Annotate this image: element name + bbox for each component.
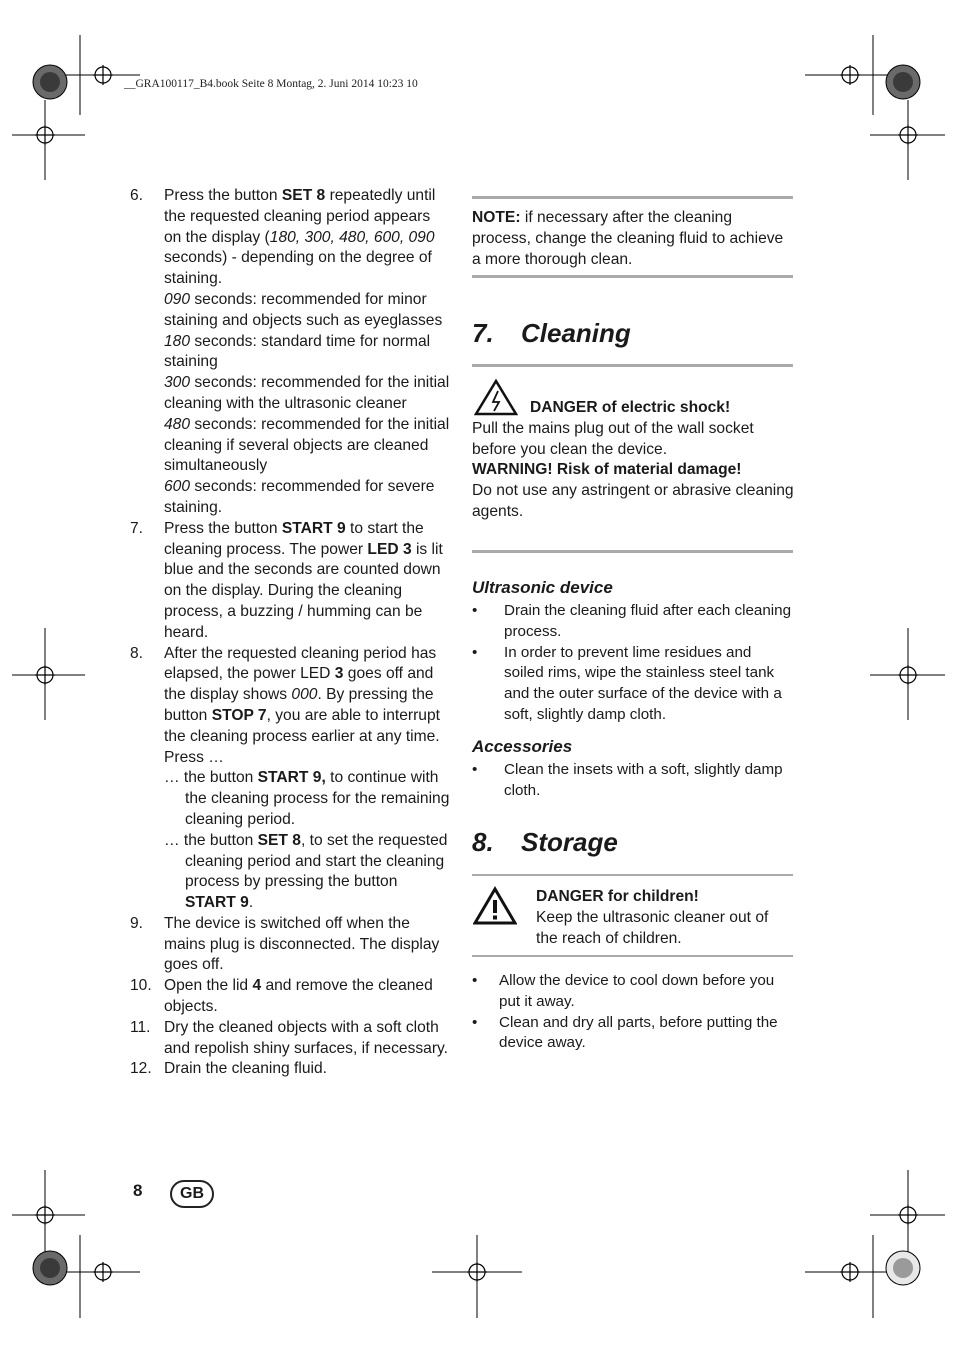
step-7: 7. Press the button START 9 to start the cleaning process. The power LED 3 is lit blue and the seconds are counted down on the display. During the cleaning process, a buzzing / humming can be heard. [130, 519, 443, 641]
step-number: 12. [130, 1060, 152, 1078]
warning-title: WARNING! Risk of material damage! [472, 461, 742, 479]
section-heading-storage: 8. Storage [472, 827, 618, 857]
accessories-list [472, 760, 794, 802]
text: Press the button [164, 187, 282, 204]
divider [472, 550, 793, 553]
danger-title: DANGER of electric shock! [530, 399, 731, 416]
list-item: • Allow the device to cool down before you put it away. [472, 971, 794, 1013]
period-600: 600 seconds: recommended for severe staining. [164, 478, 435, 516]
text: repeatedly until the requested cleaning period appears on the display ( [164, 187, 436, 246]
sub-option-set: … the button SET 8, to set the requested cleaning period and start the cleaning process by pressing the button START 9. [164, 831, 448, 912]
step-12: 12. Drain the cleaning fluid. [130, 1059, 450, 1080]
text: seconds) - depending on the degree of staining. [164, 249, 432, 288]
note-box [472, 208, 794, 270]
danger-electric-block [472, 398, 794, 523]
period-180: 180 seconds: standard time for normal staining [164, 332, 431, 371]
step-8: 8. After the requested cleaning period has elapsed, the power LED 3 goes off and the display shows 000. By pressing the button STOP 7, you are able to interrupt the cleaning process earlier at any time. Press … … the button START 9, to continue with the cleaning process for the remaining cleaning period. … the button SET 8, to set the requested cleaning period and start the cleaning process by pressing the button START 9. [130, 644, 450, 914]
storage-list [472, 971, 794, 1054]
press-label: Press … [164, 748, 224, 766]
divider [472, 364, 793, 367]
step-6 [130, 186, 450, 519]
period-090: 090 seconds: recommended for minor staining and objects such as eyeglasses [164, 290, 443, 329]
step-11: 11. Dry the cleaned objects with a soft cloth and repolish shiny surfaces, if necessary. [130, 1018, 448, 1057]
list-item: • Drain the cleaning fluid after each cleaning process. [472, 601, 794, 643]
list-item: • Clean and dry all parts, before putting the device away. [472, 1013, 794, 1055]
step-number: 11. [130, 1018, 151, 1036]
button-ref: SET 8 [281, 187, 326, 204]
sub-option-start: … the button START 9, to continue with the cleaning process for the remaining cleaning period. [164, 769, 450, 828]
divider [472, 955, 793, 957]
page-number: 8 [133, 1181, 143, 1200]
subheading-accessories: Accessories [472, 737, 573, 756]
period-480: 480 seconds: recommended for the initial cleaning if several objects are cleaned simultaneously [164, 415, 450, 475]
note-text: if necessary after the cleaning process, change the cleaning fluid to achieve a more thorough clean. [472, 209, 784, 268]
subheading-ultrasonic: Ultrasonic device [472, 578, 613, 597]
step-number: 6. [130, 187, 144, 204]
step-number: 7. [130, 519, 144, 537]
ultrasonic-list [472, 601, 794, 726]
step-number: 8. [130, 644, 144, 662]
divider [472, 874, 793, 876]
step-9: 9. The device is switched off when the mains plug is disconnected. The display goes off. [130, 914, 440, 974]
step-number: 9. [130, 914, 144, 932]
danger-title: DANGER for children! [536, 888, 699, 905]
note-label: NOTE: [472, 209, 521, 226]
country-badge: GB [170, 1180, 214, 1208]
steps-list [130, 186, 450, 1080]
danger-text: Keep the ultrasonic cleaner out of the reach of children. [536, 908, 769, 947]
step-number: 10. [130, 977, 152, 995]
print-header: __GRA100117_B4.book Seite 8 Montag, 2. Juni 2014 10:23 10 [124, 78, 418, 90]
list-item: • Clean the insets with a soft, slightly damp cloth. [472, 760, 794, 802]
divider [472, 275, 793, 278]
danger-children-block [472, 887, 794, 949]
list-item: • In order to prevent lime residues and soiled rims, wipe the stainless steel tank and the outer surface of the device with a soft, slightly damp cloth. [472, 643, 794, 726]
values: 180, 300, 480, 600, 090 [269, 228, 435, 246]
warning-text: Do not use any astringent or abrasive cleaning agents. [472, 482, 794, 520]
step-10: 10. Open the lid 4 and remove the cleaned objects. [130, 977, 433, 1016]
danger-text: Pull the mains plug out of the wall socket before you clean the device. [472, 419, 754, 458]
period-300: 300 seconds: recommended for the initial cleaning with the ultrasonic cleaner [164, 374, 450, 412]
divider [472, 196, 793, 199]
section-heading-cleaning: 7. Cleaning [472, 318, 631, 348]
